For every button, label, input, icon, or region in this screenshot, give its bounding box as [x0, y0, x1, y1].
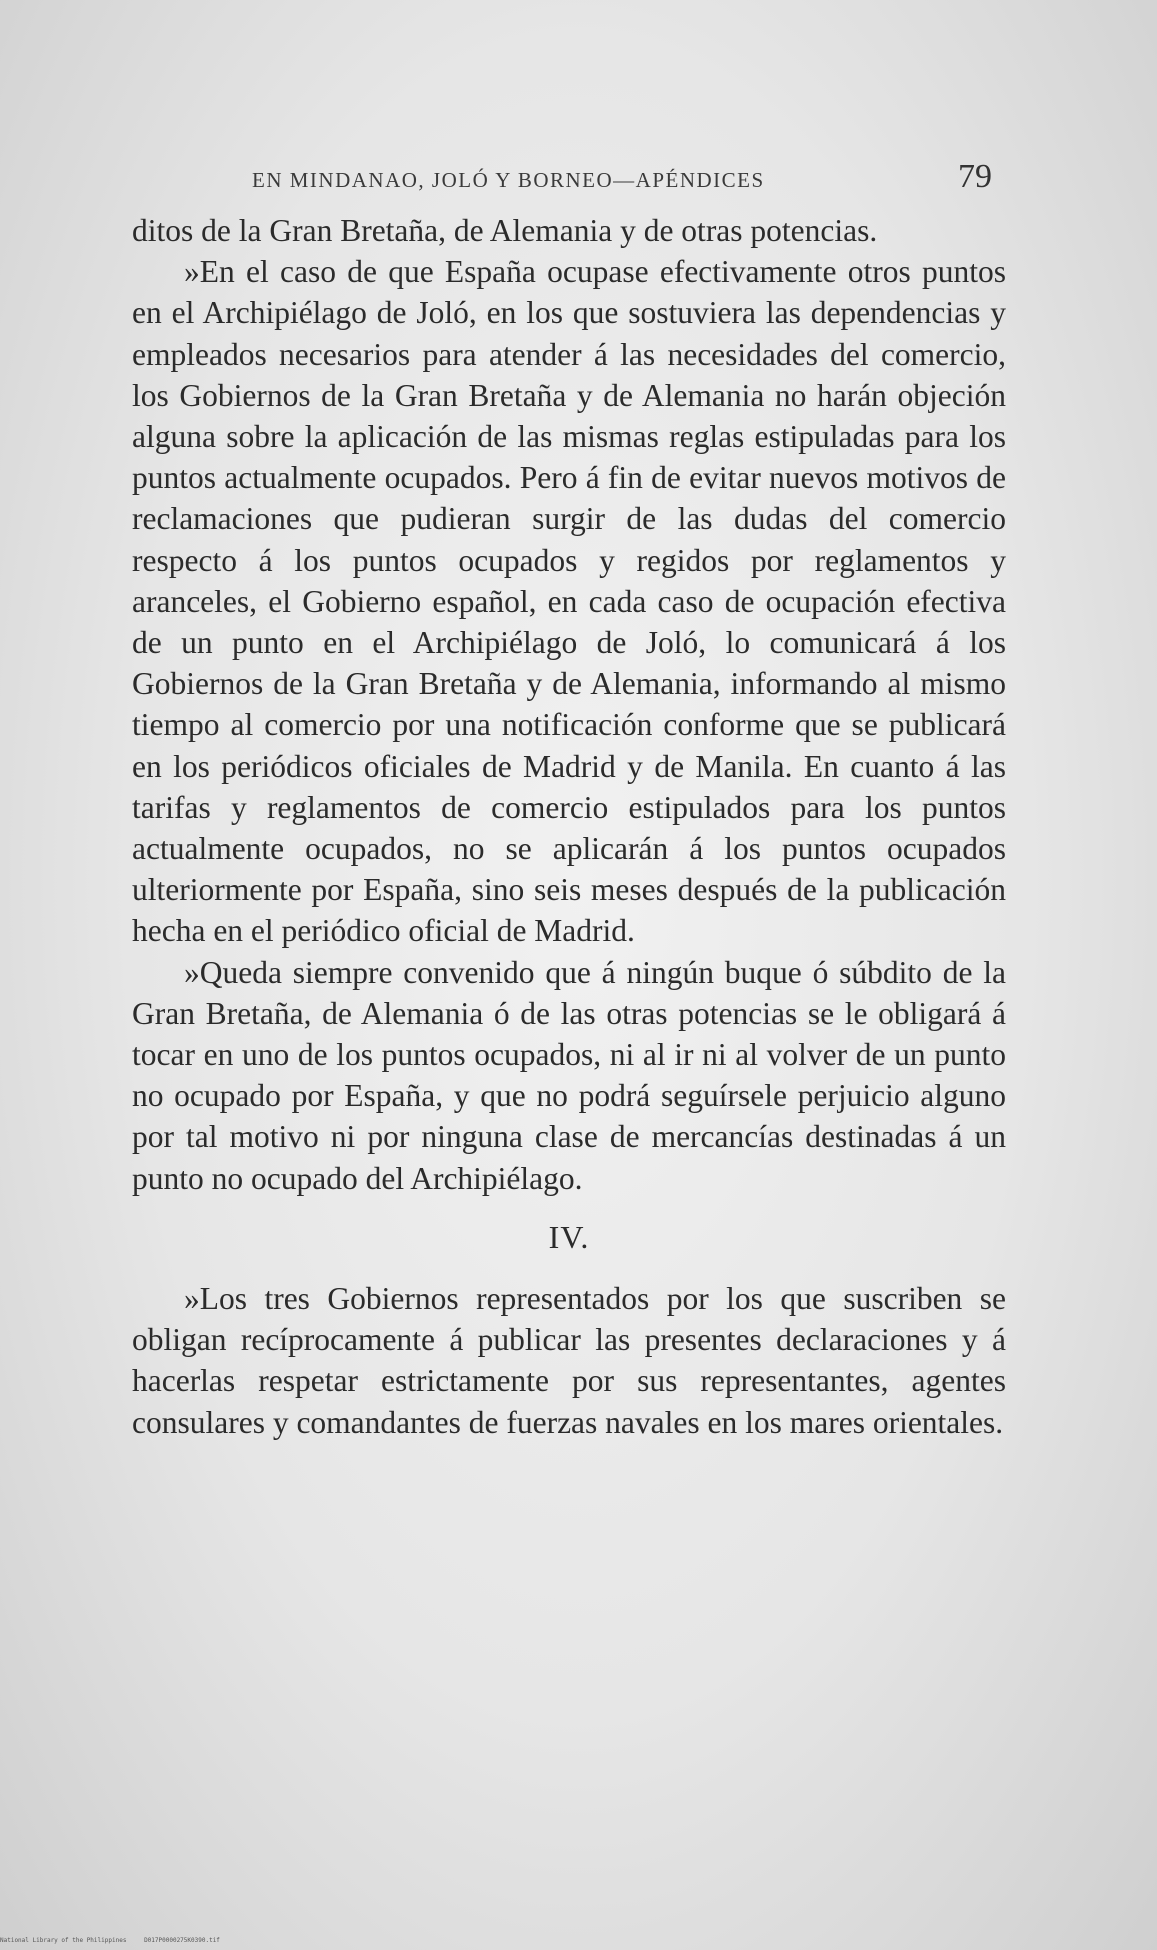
section-heading: IV.	[548, 1218, 590, 1255]
file-id: D017P0000275K0390.tif	[144, 1937, 220, 1944]
paragraph: »Los tres Gobiernos representados por los que suscriben se obligan recíprocamente á publicar las presentes declaraciones y á hacerlas respetar estrictamente por sus representantes, agentes consulares y comandantes de fuerzas navales en los mares orientales.	[132, 1281, 1006, 1440]
paragraph: »En el caso de que España ocupase efectivamente otros puntos en el Archipiélago de Joló, en los que sostuviera las dependencias y empleados necesarios para atender á las necesidades del comercio, los Gobiernos de la Gran Bretaña y de Alemania no harán objeción alguna sobre la aplicación de las mismas reglas estipuladas para los puntos actualmente ocupados. Pero á fin de evitar nuevos motivos de reclamaciones que pudieran surgir de las dudas del comercio respecto á los puntos ocupados y regidos por reglamentos y aranceles, el Gobierno español, en cada caso de ocupación efectiva de un punto en el Archipiélago de Joló, lo comunicará á los Gobiernos de la Gran Bretaña y de Alemania, informando al mismo tiempo al comercio por una notificación conforme que se publicará en los periódicos oficiales de Madrid y de Manila. En cuanto á las tarifas y reglamentos de comercio estipulados para los puntos actualmente ocupados, no se aplicarán á los puntos ocupados ulteriormente por España, sino seis meses después de la publicación hecha en el periódico oficial de Madrid.	[132, 254, 1006, 949]
body-text	[132, 210, 1006, 1443]
scan-footer	[0, 1937, 234, 1944]
page-number: 79	[958, 158, 992, 195]
library-credit: National Library of the Philippines	[0, 1937, 127, 1944]
running-head: EN MINDANAO, JOLÓ Y BORNEO—APÉNDICES	[252, 168, 765, 192]
paragraph-continuation: ditos de la Gran Bretaña, de Alemania y de otras potencias.	[132, 213, 878, 248]
paragraph: »Queda siempre convenido que á ningún buque ó súbdito de la Gran Bretaña, de Alemania ó de las otras potencias se le obligará á tocar en uno de los puntos ocupados, ni al ir ni al volver de un punto no ocupado por España, y que no podrá seguírsele perjuicio alguno por tal motivo ni por ninguna clase de mercancías destinadas á un punto no ocupado del Archipiélago.	[132, 954, 1006, 1196]
page-header	[252, 158, 992, 198]
